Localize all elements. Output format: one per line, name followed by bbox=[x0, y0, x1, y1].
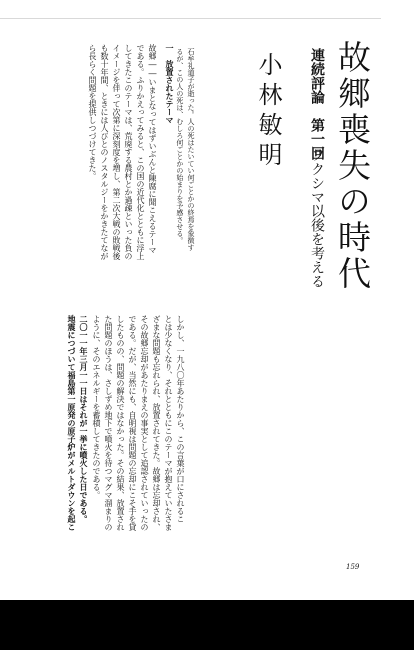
essay-title: 故郷喪失の時代 bbox=[333, 40, 372, 292]
section-heading: 一 放置されたテーマ bbox=[165, 44, 175, 124]
epigraph-line: 石牟礼道子が逝った。人の死はたいてい何ごとかの終焉を象徴す bbox=[187, 48, 195, 251]
body-line: とは少なくなり、それとともにこのテーマが抱えていたさま bbox=[164, 315, 173, 531]
epigraph-line: るが、この人の死は、むしろ何ごとかの始まりを予感させる。 bbox=[175, 48, 184, 244]
body-line: したものの、問題の解決ではなかった。その結果、放置され bbox=[116, 315, 125, 531]
section-1-continued bbox=[66, 315, 186, 531]
body-line: た問題のほうは、さしずめ地下で噴火を待つマグマ溜まりの bbox=[104, 315, 113, 531]
body-line: である。ふりかえってみると、この国の近代化とともに浮上 bbox=[136, 44, 145, 260]
essay-subtitle: フクシマ以後を考える bbox=[309, 148, 325, 288]
body-line: 二〇一一年三月一一日はそれが一挙に噴火した日である。 bbox=[79, 315, 89, 523]
body-line: その故郷忘却があたりまえの事実として追認されていったの bbox=[140, 315, 149, 531]
page-number: 159 bbox=[346, 563, 360, 571]
episode-label: 第一回 bbox=[309, 118, 325, 160]
header-rule bbox=[0, 18, 381, 19]
section-1 bbox=[86, 44, 176, 260]
body-line: してきたこのテーマは、荒廃する農村とか過疎といった負の bbox=[124, 44, 133, 260]
body-line: ら長らく問題を提供しつづけてきた。 bbox=[88, 44, 97, 180]
body-line: である。だが、当然にも、自明視は問題の忘却にこそ手を貸 bbox=[128, 315, 137, 531]
series-label bbox=[307, 48, 327, 160]
body-line: も数十年間、ときには人びとのノスタルジーをかきたてなが bbox=[100, 44, 109, 260]
body-line: 地震につづいて福島第一原発の原子炉がメルトダウンを起こ bbox=[67, 315, 77, 531]
body-line: 故郷――いまとなってはずいぶんと陳腐に聞こえるテーマ bbox=[148, 44, 157, 254]
body-line: ように、そのエネルギーを蓄積してきたのである。 bbox=[92, 315, 101, 499]
bottom-bar bbox=[0, 600, 414, 650]
body-line: イメージを伴って次第に深刻度を増し、第二次大戦の敗戦後 bbox=[112, 44, 121, 260]
author-name: 小林敏明 bbox=[254, 52, 282, 172]
series-name: 連続評論 bbox=[309, 48, 325, 104]
body-line: ざまな問題も忘れられ、放置されてきた。故郷は忘却され、 bbox=[152, 315, 161, 531]
body-line: しかし、一九八〇年あたりから、この言葉が口にされるこ bbox=[176, 315, 185, 523]
epigraph bbox=[174, 48, 196, 251]
